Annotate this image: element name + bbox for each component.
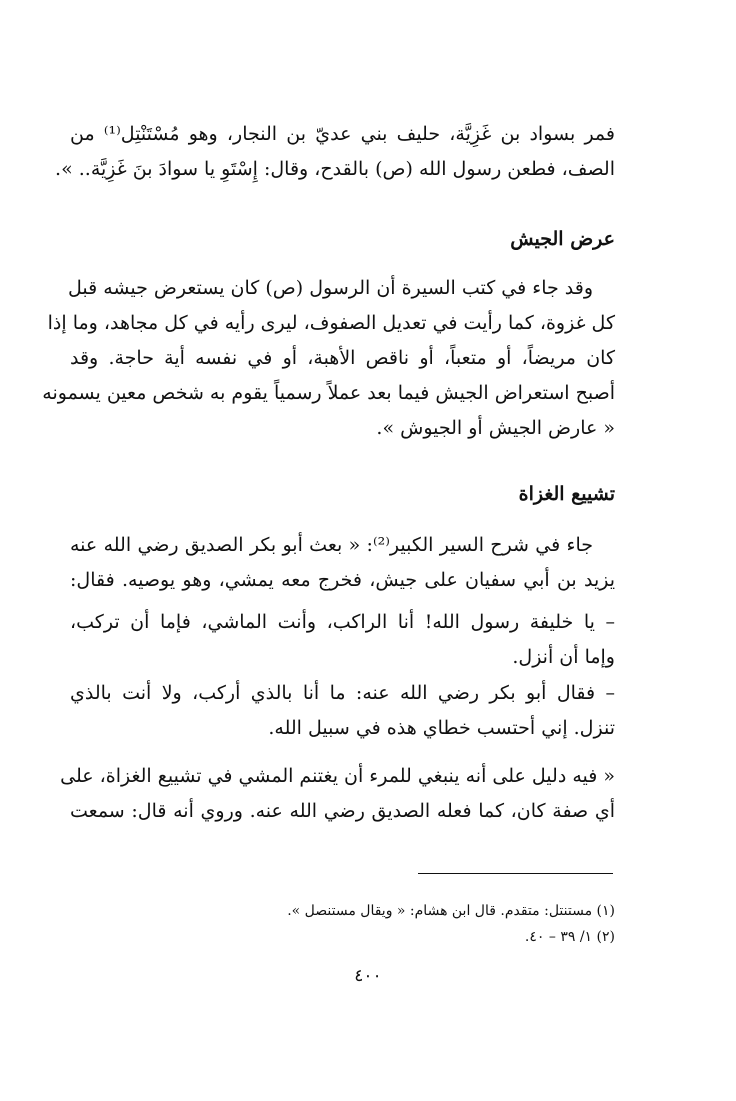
text-line: الصف، فطعن رسول الله (ص) بالقدح، وقال: إِسْتَوِ يا سوادَ بنَ غَزِيَّة.. ». [55,158,615,180]
section-heading-army-review: عرض الجيش [510,228,615,250]
text-line: – فقال أبو بكر رضي الله عنه: ما أنا بالذي أركب، ولا أنت بالذي [70,682,615,704]
footnotes [70,898,615,950]
text-line: وإما أن أنزل. [512,646,615,668]
text-line: – يا خليفة رسول الله! أنا الراكب، وأنت الماشي، فإما أن تركب، [70,611,615,633]
text-line: تنزل. إني أحتسب خطاي هذه في سبيل الله. [268,717,615,739]
text-line: يزيد بن أبي سفيان على جيش، فخرج معه يمشي، وهو يوصيه. فقال: [70,569,615,591]
text-line: وقد جاء في كتب السيرة أن الرسول (ص) كان يستعرض جيشه قبل [68,277,593,299]
footnote-separator [418,873,613,874]
text-line: جاء في شرح السير الكبير⁽²⁾: « بعث أبو بكر الصديق رضي الله عنه [70,534,593,556]
footnote-2: (٢) ١/ ٣٩ – ٤٠. [524,929,615,945]
paragraph-4 [70,605,615,675]
paragraph-5 [70,676,615,746]
paragraph-6 [60,759,615,829]
text-line: كان مريضاً، أو متعباً، أو ناقص الأهبة، أو في نفسه أية حاجة. وقد [70,347,615,369]
section-heading-seeing-off-warriors: تشييع الغزاة [518,483,615,505]
paragraph-2 [42,271,615,446]
paragraph-3 [70,528,615,598]
text-line: فمر بسواد بن غَزِيَّة، حليف بني عديّ بن النجار، وهو مُسْتَنْتِل⁽¹⁾ من [70,123,615,145]
text-line: أي صفة كان، كما فعله الصديق رضي الله عنه. وروي أنه قال: سمعت [70,800,615,822]
text-line: « عارض الجيش أو الجيوش ». [376,417,615,439]
text-line: « فيه دليل على أنه ينبغي للمرء أن يغتنم المشي في تشييع الغزاة، على [60,765,615,787]
page-number: ٤٠٠ [354,966,382,986]
footnote-1: (١) مستنتل: متقدم. قال ابن هشام: « ويقال مستنصل ». [287,903,615,919]
text-line: أصبح استعراض الجيش فيما بعد عملاً رسمياً يقوم به شخص معين يسمونه [42,382,615,404]
paragraph-1 [55,117,615,187]
text-line: كل غزوة، كما رأيت في تعديل الصفوف، ليرى رأيه في كل مجاهد، وما إذا [47,312,615,334]
